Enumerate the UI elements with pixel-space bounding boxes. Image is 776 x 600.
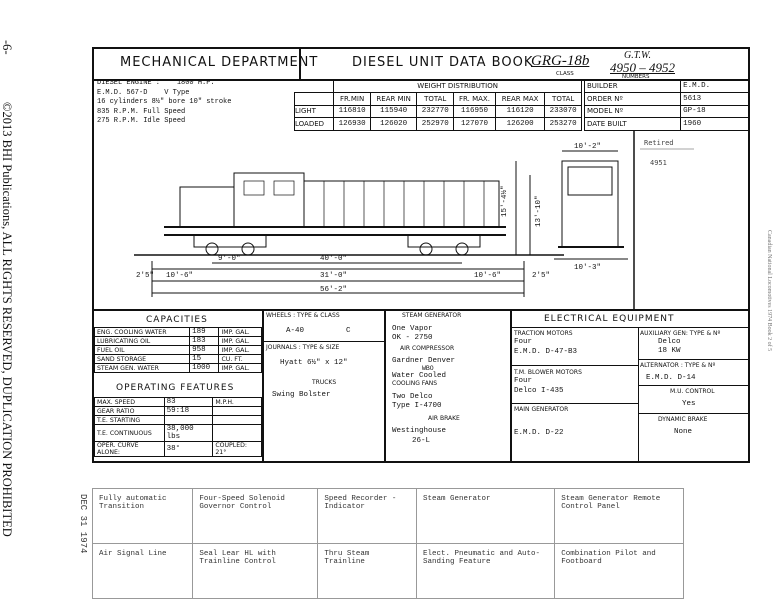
op-label: OPER. CURVE ALONE: (95, 442, 165, 457)
builder-label: MODEL Nº (585, 105, 681, 118)
book-title: DIESEL UNIT DATA BOOK (352, 55, 534, 70)
capacities-panel (94, 309, 264, 463)
cap-value: 15 (190, 355, 219, 364)
sheet-header (94, 49, 748, 81)
cap-label: LUBRICATING OIL (95, 337, 190, 346)
journals-title: JOURNALS : TYPE & SIZE (266, 344, 340, 351)
cap-value: 183 (190, 337, 219, 346)
electrical-panel (510, 309, 748, 463)
wheels-class: C (346, 327, 351, 335)
dim-width-bottom: 10'-3" (574, 264, 602, 272)
weight-cell: 127070 (454, 118, 496, 131)
engine-hp: 1800 H.P. (176, 79, 215, 87)
feature-cell: Combination Pilot and Footboard (555, 544, 684, 599)
cap-label: SAND STORAGE (95, 355, 190, 364)
weight-col: FR.MIN (334, 92, 371, 105)
cap-value: 958 (190, 346, 219, 355)
brake-title: AIR BRAKE (428, 415, 460, 422)
retired-label: Retired (644, 139, 674, 147)
weight-col: TOTAL (545, 92, 582, 105)
copyright-notice: ©2013 BHI Publications, ALL RIGHTS RESERVED, DUPLICATION PROHIBITED (0, 102, 14, 537)
steam-title: STEAM GENERATOR (402, 312, 462, 319)
fans-title: COOLING FANS (392, 380, 438, 387)
weight-cell: 116950 (454, 105, 496, 118)
blower-value: Four (514, 377, 533, 385)
op-unit: COUPLED: 21° (213, 442, 262, 457)
trucks-title: TRUCKS (312, 379, 337, 386)
class-label: CLASS (556, 71, 574, 77)
main-gen-value: E.M.D. D-22 (514, 429, 564, 437)
mu-title: M.U. CONTROL (670, 388, 715, 395)
builder-label: DATE BUILT (585, 118, 681, 131)
numbers-label: NUMBERS (622, 74, 650, 80)
builder-label: BUILDER (585, 80, 681, 93)
steam-generator: One Vapor (392, 325, 433, 333)
end-view (562, 161, 618, 247)
op-value (164, 416, 213, 425)
feature-cell: Fully automatic Transition (93, 489, 193, 544)
fans-value: Two Delco (392, 393, 433, 401)
engine-model: E.M.D. 567-D (97, 88, 148, 97)
dim-height2: 13'-10" (535, 195, 543, 227)
fans-type: Type I-4700 (392, 402, 442, 410)
op-label: T.E. CONTINUOUS (95, 425, 165, 442)
cap-label: ENG. COOLING WATER (95, 328, 190, 337)
date-stamp (74, 494, 90, 564)
dyn-value: None (674, 428, 693, 436)
dim-left-small: 2'5" (136, 272, 155, 280)
builder-value: 1960 (681, 118, 750, 131)
dim-width-top: 10'-2" (574, 143, 602, 151)
op-value: 59:18 (164, 407, 213, 416)
feature-cell: Speed Recorder - Indicator (318, 489, 417, 544)
cap-value: 1000 (190, 364, 219, 373)
aux-model: 18 KW (658, 347, 681, 355)
builder-value: 5613 (681, 92, 750, 105)
copyright-strip (2, 40, 26, 600)
blower-model: Delco I-435 (514, 387, 564, 395)
capacities-table (94, 327, 262, 373)
op-label: MAX. SPEED (95, 398, 165, 407)
compressor-title: AIR COMPRESSOR (400, 345, 455, 352)
brake-value: Westinghouse (392, 427, 447, 435)
unit-numbers: 4950 – 4952 (610, 60, 675, 75)
table-row (93, 544, 684, 599)
mu-value: Yes (682, 400, 696, 408)
features-grid (92, 488, 684, 600)
feature-cell: Seal Lear HL with Trainline Control (193, 544, 318, 599)
long-hood (304, 181, 499, 227)
alternator-value: E.M.D. D-14 (646, 374, 696, 382)
capacities-title: CAPACITIES (146, 315, 208, 325)
weight-table (294, 79, 582, 131)
road-name: G.T.W. (624, 50, 651, 61)
weight-title: WEIGHT DISTRIBUTION (334, 80, 582, 93)
dim-end-left: 10'-6" (166, 272, 194, 280)
op-value: 38° (164, 442, 213, 457)
weight-cell: 126200 (495, 118, 544, 131)
engine-type: V Type (164, 88, 190, 97)
compressor-value: Gardner Denver (392, 357, 456, 365)
engine-cylinders: 16 cylinders 8½" bore 10" stroke (97, 98, 232, 106)
dim-truck-wb: 9'-0" (218, 255, 241, 263)
aux-title: AUXILIARY GEN: TYPE & Nº (640, 330, 721, 337)
wheels-title: WHEELS : TYPE & CLASS (266, 312, 340, 319)
class-value: GRG-18b (531, 53, 590, 69)
op-unit (213, 425, 262, 442)
operating-title: OPERATING FEATURES (116, 383, 235, 393)
spec-area (94, 309, 748, 463)
dyn-title: DYNAMIC BRAKE (658, 416, 708, 423)
weight-cell: 126930 (334, 118, 371, 131)
op-unit: M.P.H. (213, 398, 262, 407)
front-truck (194, 235, 266, 247)
electrical-title: ELECTRICAL EQUIPMENT (544, 314, 675, 324)
locomotive-drawing (94, 131, 748, 311)
weight-col: TOTAL (417, 92, 454, 105)
weight-cell: 126020 (370, 118, 416, 131)
cap-unit: IMP. GAL. (219, 364, 262, 373)
dim-overall: 56'-2" (320, 286, 348, 294)
compressor-cooling: Water Cooled (392, 372, 447, 380)
engine-block (94, 79, 294, 131)
wheels-type: A-40 (286, 327, 305, 335)
weight-col: REAR MAX (495, 92, 544, 105)
right-note: Canadian National Locomotives 1974 Book 2 of 5 (766, 230, 772, 352)
cap-unit: IMP. GAL. (219, 328, 262, 337)
weight-cell: 116120 (495, 105, 544, 118)
main-gen-title: MAIN GENERATOR (514, 406, 569, 413)
alternator-title: ALTERNATOR : TYPE & Nº (640, 362, 716, 369)
features-table (92, 488, 684, 599)
weight-cell: 115940 (370, 105, 416, 118)
wheels-panel (262, 309, 386, 463)
op-label: T.E. STARTING (95, 416, 165, 425)
dim-right-small: 2'5" (532, 272, 551, 280)
weight-cell: 116810 (334, 105, 371, 118)
retired-number: 4951 (650, 159, 667, 167)
weight-col: FR. MAX. (454, 92, 496, 105)
compressor-model: WBO (422, 365, 434, 372)
cap-unit: CU. FT. (219, 355, 262, 364)
feature-cell: Four-Speed Solenoid Governor Control (193, 489, 318, 544)
weight-cell: 233070 (545, 105, 582, 118)
dim-end-right: 10'-6" (474, 272, 502, 280)
dim-wheelbase: 40'-0" (320, 255, 348, 263)
traction-value: Four (514, 338, 533, 346)
feature-cell: Thru Steam Trainline (318, 544, 417, 599)
weight-row-label: LIGHT (295, 105, 334, 118)
op-unit (213, 407, 262, 416)
engine-idle-speed: 275 R.P.M. Idle Speed (97, 117, 186, 125)
cap-value: 189 (190, 328, 219, 337)
steam-panel (384, 309, 512, 463)
dim-height: 15'-4½" (501, 185, 509, 217)
locomotive-diagram (94, 131, 748, 309)
dim-truck-centers: 31'-0" (320, 272, 348, 280)
traction-model: E.M.D. D-47-B3 (514, 348, 578, 356)
table-row (93, 489, 684, 544)
builder-value: GP-18 (681, 105, 750, 118)
journals-value: Hyatt 6½" x 12" (280, 359, 348, 367)
header-divider (299, 49, 301, 79)
feature-cell: Steam Generator (416, 489, 554, 544)
weight-col: REAR MIN (370, 92, 416, 105)
cap-label: STEAM GEN. WATER (95, 364, 190, 373)
builder-table (584, 79, 750, 131)
steam-generator-model: OK - 2750 (392, 334, 433, 342)
brake-model: 26-L (412, 437, 431, 445)
operating-table (94, 397, 262, 457)
builder-value: E.M.D. (681, 80, 750, 93)
op-value: 38,000 lbs (164, 425, 213, 442)
data-sheet (92, 47, 750, 463)
stamp-text: DEC 31 1974 (78, 494, 88, 554)
page-number: -6- (0, 40, 14, 55)
department-title: MECHANICAL DEPARTMENT (120, 55, 319, 70)
op-value: 83 (164, 398, 213, 407)
feature-cell: Air Signal Line (93, 544, 193, 599)
builder-label: ORDER Nº (585, 92, 681, 105)
engine-label: DIESEL ENGINE : (97, 79, 161, 87)
weight-cell: 253270 (545, 118, 582, 131)
traction-title: TRACTION MOTORS (514, 330, 573, 337)
weight-cell: 252970 (417, 118, 454, 131)
cap-label: FUEL OIL (95, 346, 190, 355)
trucks-value: Swing Bolster (272, 391, 331, 399)
weight-row-label: LOADED (295, 118, 334, 131)
feature-cell: Steam Generator Remote Control Panel (555, 489, 684, 544)
cap-unit: IMP. GAL. (219, 346, 262, 355)
weight-cell: 232770 (417, 105, 454, 118)
feature-cell: Elect. Pneumatic and Auto-Sanding Feature (416, 544, 554, 599)
cap-unit: IMP. GAL. (219, 337, 262, 346)
op-unit (213, 416, 262, 425)
rear-truck (408, 235, 480, 247)
blower-title: T.M. BLOWER MOTORS (514, 369, 582, 376)
aux-value: Delco (658, 338, 681, 346)
op-label: GEAR RATIO (95, 407, 165, 416)
engine-full-speed: 835 R.P.M. Full Speed (97, 107, 186, 116)
